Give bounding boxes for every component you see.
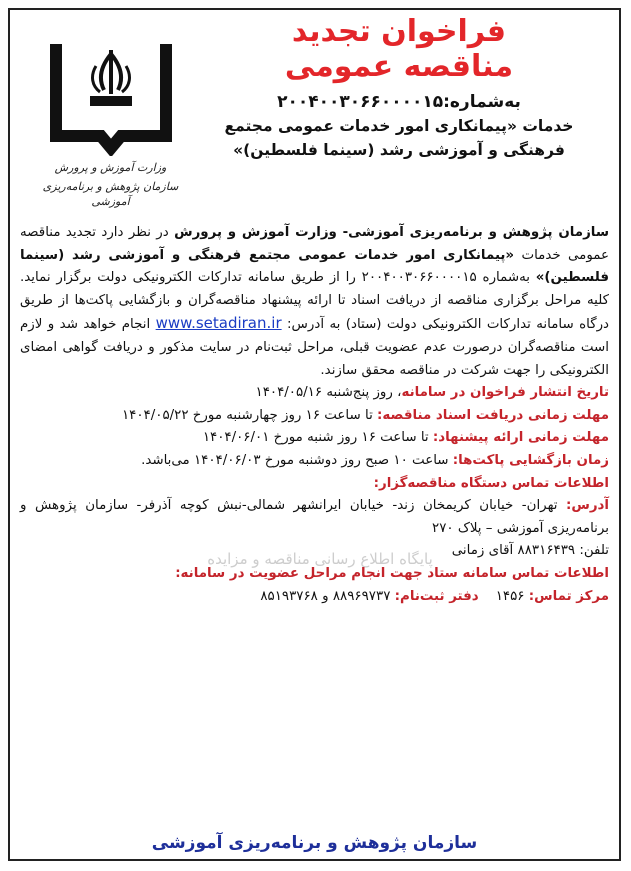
schedule-opening-value: ساعت ۱۰ صبح روز دوشنبه مورخ ۱۴۰۴/۰۶/۰۳ می‌باشد. [141,452,453,468]
ministry-logo [28,36,193,206]
setad-office-label: دفتر ثبت‌نام: [394,588,479,604]
logo-org-line-2: سازمان پژوهش و برنامه‌ریزی آموزشی [42,180,179,208]
intro-service: «پیمانکاری امور خدمات عمومی مجتمع فرهنگی و آموزشی رشد (سینما فلسطین)» [20,247,609,286]
schedule-proposal-value: تا ساعت ۱۶ روز شنبه مورخ ۱۴۰۴/۰۶/۰۱ [202,430,433,446]
subject-line-1: خدمات «پیمانکاری امور خدمات عمومی مجتمع [224,117,574,135]
setad-office-value: ۸۸۹۶۹۷۳۷ و ۸۵۱۹۳۷۶۸ [260,588,395,604]
schedule-documents [20,405,609,428]
schedule-proposal-label: مهلت زمانی ارائه پیشنهاد: [432,430,609,446]
contact-address-label: آدرس: [565,498,609,514]
contact-phone: تلفن: ۸۸۳۱۶۴۳۹ آقای زمانی [451,543,609,559]
notice-header [189,14,609,162]
schedule-opening [20,450,609,473]
schedule-documents-label: مهلت زمانی دریافت اسناد مناقصه: [377,407,609,423]
tender-number: به‌شماره:۲۰۰۴۰۰۳۰۶۶۰۰۰۰۱۵ [277,92,521,112]
setad-contacts [20,586,609,609]
schedule-publish [20,382,609,405]
ministry-emblem-icon [46,36,176,156]
logo-org-line-1: وزارت آموزش و پرورش [54,161,167,174]
intro-org: سازمان پژوهش و برنامه‌ریزی آموزشی- وزارت آموزش و پرورش [174,225,609,240]
intro-text-2: به‌شماره ۲۰۰۴۰۰۳۰۶۶۰۰۰۰۱۵ را از طریق سامانه تدارکات الکترونیکی دولت برگزار نماید. [20,270,536,286]
schedule-documents-value: تا ساعت ۱۶ روز چهارشنبه مورخ ۱۴۰۴/۰۵/۲۲ [121,407,378,423]
contact-address [20,495,609,540]
intro-paragraph [20,222,609,382]
title-line-1: فراخوان تجدید [291,14,507,49]
setad-center-value: ۱۴۵۶ [495,588,529,604]
setad-heading: اطلاعات تماس سامانه ستاد جهت انجام مراحل عضویت در سامانه: [175,565,609,581]
contact-address-value: تهران- خیابان کریمخان زند- خیابان ایرانشهر شمالی-نبش کوچه آذرفر- سازمان پژوهش و برنامه‌ریزی آموزشی – پلاک ۲۷۰ [20,498,609,536]
schedule-publish-label: تاریخ انتشار فراخوان در سامانه [401,385,609,401]
subject-line-2: فرهنگی و آموزشی رشد (سینما فلسطین)» [233,141,565,159]
schedule-publish-value: ، روز پنج‌شنبه ۱۴۰۴/۰۵/۱۶ [255,385,402,401]
title-line-2: مناقصه عمومی [284,49,514,84]
notice-body [20,222,609,608]
intro-text-1: در نظر دارد تجدید مناقصه عمومی خدمات [20,225,609,263]
intro-text-4: انجام خواهد شد و لازم است مناقصه‌گران درصورت عدم عضویت قبلی، مراحل ثبت‌نام در سایت مذکور و دریافت گواهی امضای الکترونیکی را جهت شرکت در مناقصه محقق سازند. [20,317,609,378]
setad-center-label: مرکز تماس: [528,588,609,604]
intro-text-3: کلیه مراحل برگزاری مناقصه از دریافت اسناد تا ارائه پیشنهاد مناقصه‌گران و بازگشایی پاکت‌ها از طریق درگاه سامانه تدارکات الکترونیکی دولت (ستاد) به آدرس: [20,292,610,333]
notice-frame [8,8,621,861]
contact-heading: اطلاعات تماس دستگاه مناقصه‌گزار: [373,475,609,491]
setad-link[interactable]: www.setadiran.ir [155,314,282,333]
footer-org: سازمان پژوهش و برنامه‌ریزی آموزشی [151,833,478,853]
schedule-proposal [20,427,609,450]
watermark: پایگاه اطلاع رسانی مناقصه و مزایده [207,550,433,568]
schedule-opening-label: زمان بازگشایی پاکت‌ها: [452,452,609,468]
